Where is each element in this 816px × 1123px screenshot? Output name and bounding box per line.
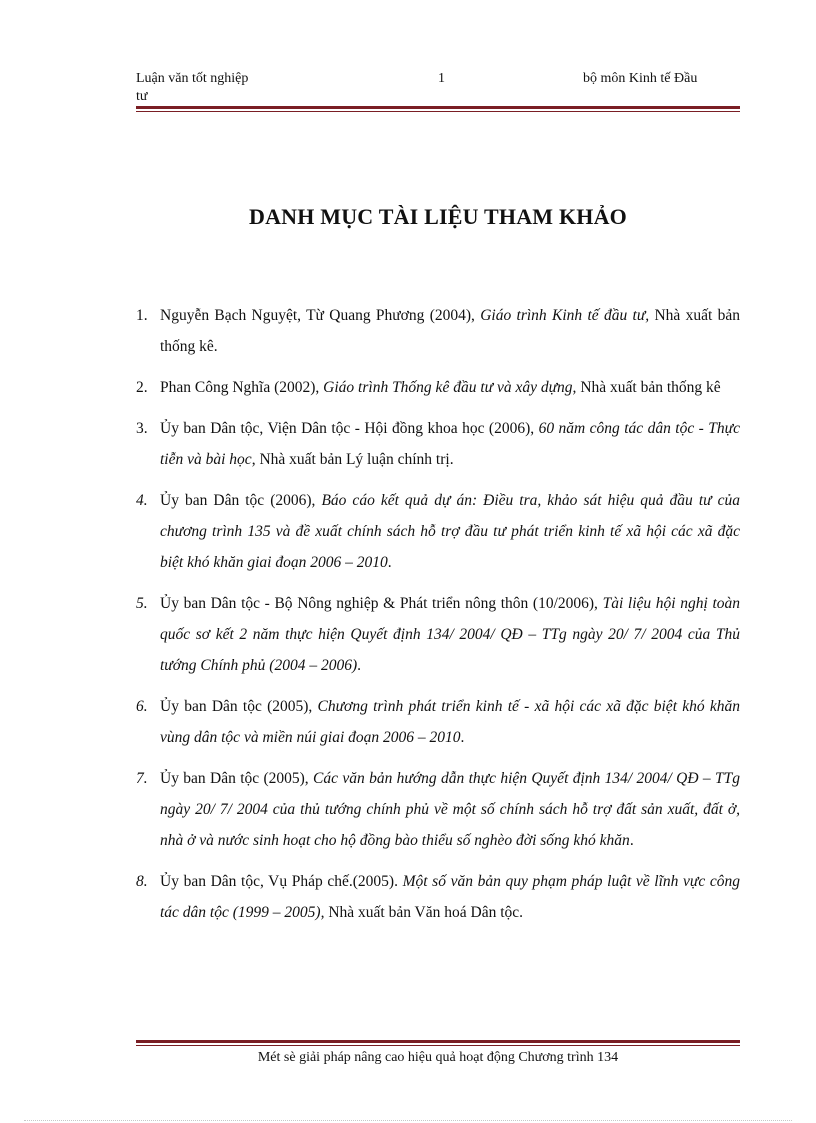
reference-authors: Nguyễn Bạch Nguyệt, Từ Quang Phương (2004), bbox=[160, 307, 481, 324]
footer-rule-thick bbox=[136, 1040, 740, 1043]
reference-item bbox=[136, 300, 740, 362]
reference-number: 3. bbox=[136, 420, 148, 437]
reference-number: 8. bbox=[136, 873, 148, 890]
reference-item bbox=[136, 485, 740, 578]
reference-title: Các văn bản hướng dẫn thực hiện Quyết định 134/ 2004/ QĐ – TTg ngày 20/ 7/ 2004 của thủ tướng chính phủ về một số chính sách hỗ trợ đất sản xuất, đất ở, nhà ở và nước sinh hoạt cho hộ đồng bào thiểu số nghèo đời sống khó khăn bbox=[160, 770, 741, 849]
reference-authors: Ủy ban Dân tộc (2005), bbox=[160, 698, 318, 715]
reference-title: Báo cáo kết quả dự án: Điều tra, khảo sát hiệu quả đầu tư của chương trình 135 và đề xuất chính sách hỗ trợ đầu tư phát triển kinh tế xã hội các xã đặc biệt khó khăn giai đoạn 2006 – 2010 bbox=[160, 492, 741, 571]
reference-publisher: . bbox=[387, 554, 392, 571]
header-left-text: Luận văn tốt nghiệp bbox=[136, 71, 249, 86]
reference-title: Giáo trình Thống kê đầu tư và xây dựng, bbox=[323, 379, 577, 396]
reference-authors: Ủy ban Dân tộc - Bộ Nông nghiệp & Phát triển nông thôn (10/2006), bbox=[160, 595, 603, 612]
reference-authors: Phan Công Nghĩa (2002), bbox=[160, 379, 324, 396]
reference-title: Tài liệu hội nghị toàn quốc sơ kết 2 năm thực hiện Quyết định 134/ 2004/ QĐ – TTg ngày 20/ 7/ 2004 của Thủ tướng Chính phủ (2004 – 2006) bbox=[160, 595, 740, 674]
reference-publisher: Nhà xuất bản thống kê bbox=[576, 379, 721, 396]
reference-item bbox=[136, 413, 740, 475]
reference-publisher: . bbox=[357, 657, 362, 674]
reference-title: Chương trình phát triển kinh tế - xã hội các xã đặc biệt khó khăn vùng dân tộc và miền núi giai đoạn 2006 – 2010 bbox=[160, 698, 740, 746]
reference-number: 2. bbox=[136, 379, 148, 396]
reference-number: 5. bbox=[136, 595, 148, 612]
reference-item bbox=[136, 588, 740, 681]
reference-item bbox=[136, 372, 740, 403]
reference-title: Một số văn bản quy phạm pháp luật về lĩnh vực công tác dân tộc (1999 – 2005), bbox=[160, 873, 740, 921]
page-bottom-dotted-line bbox=[24, 1120, 792, 1121]
reference-number: 6. bbox=[136, 698, 148, 715]
reference-title: Giáo trình Kinh tế đầu tư, bbox=[480, 307, 650, 324]
reference-item bbox=[136, 763, 740, 856]
header-rule bbox=[136, 106, 740, 112]
page-title: DANH MỤC TÀI LIỆU THAM KHẢO bbox=[248, 204, 627, 229]
reference-number: 1. bbox=[136, 307, 148, 324]
reference-item bbox=[136, 866, 740, 928]
page-number: 1 bbox=[438, 71, 445, 86]
reference-publisher: . bbox=[460, 729, 465, 746]
reference-list bbox=[136, 300, 740, 938]
page-footer: Mét sè giải pháp nâng cao hiệu quả hoạt động Chương trình 134 bbox=[257, 1050, 619, 1065]
reference-number: 7. bbox=[136, 770, 148, 787]
reference-publisher: Nhà xuất bản thống kê. bbox=[160, 307, 740, 355]
header-left-continuation: tư bbox=[136, 89, 148, 104]
footer-rule-thin bbox=[136, 1045, 740, 1046]
reference-authors: Ủy ban Dân tộc, Vụ Pháp chế.(2005). bbox=[160, 873, 403, 890]
reference-item bbox=[136, 691, 740, 753]
reference-authors: Ủy ban Dân tộc, Viện Dân tộc - Hội đồng khoa học (2006), bbox=[160, 420, 539, 437]
reference-publisher: . bbox=[629, 832, 634, 849]
reference-number: 4. bbox=[136, 492, 148, 509]
reference-title: 60 năm công tác dân tộc - Thực tiễn và bài học bbox=[160, 420, 740, 468]
header-right: bộ môn Kinh tế Đầu bbox=[583, 71, 698, 86]
reference-publisher: , Nhà xuất bản Lý luận chính trị. bbox=[251, 451, 454, 468]
reference-authors: Ủy ban Dân tộc (2006), bbox=[160, 492, 322, 509]
reference-authors: Ủy ban Dân tộc (2005), bbox=[160, 770, 314, 787]
header-rule-thin bbox=[136, 111, 740, 112]
reference-publisher: Nhà xuất bản Văn hoá Dân tộc. bbox=[324, 904, 524, 921]
header-rule-thick bbox=[136, 106, 740, 109]
footer-rule bbox=[136, 1040, 740, 1046]
header-left bbox=[136, 70, 286, 106]
